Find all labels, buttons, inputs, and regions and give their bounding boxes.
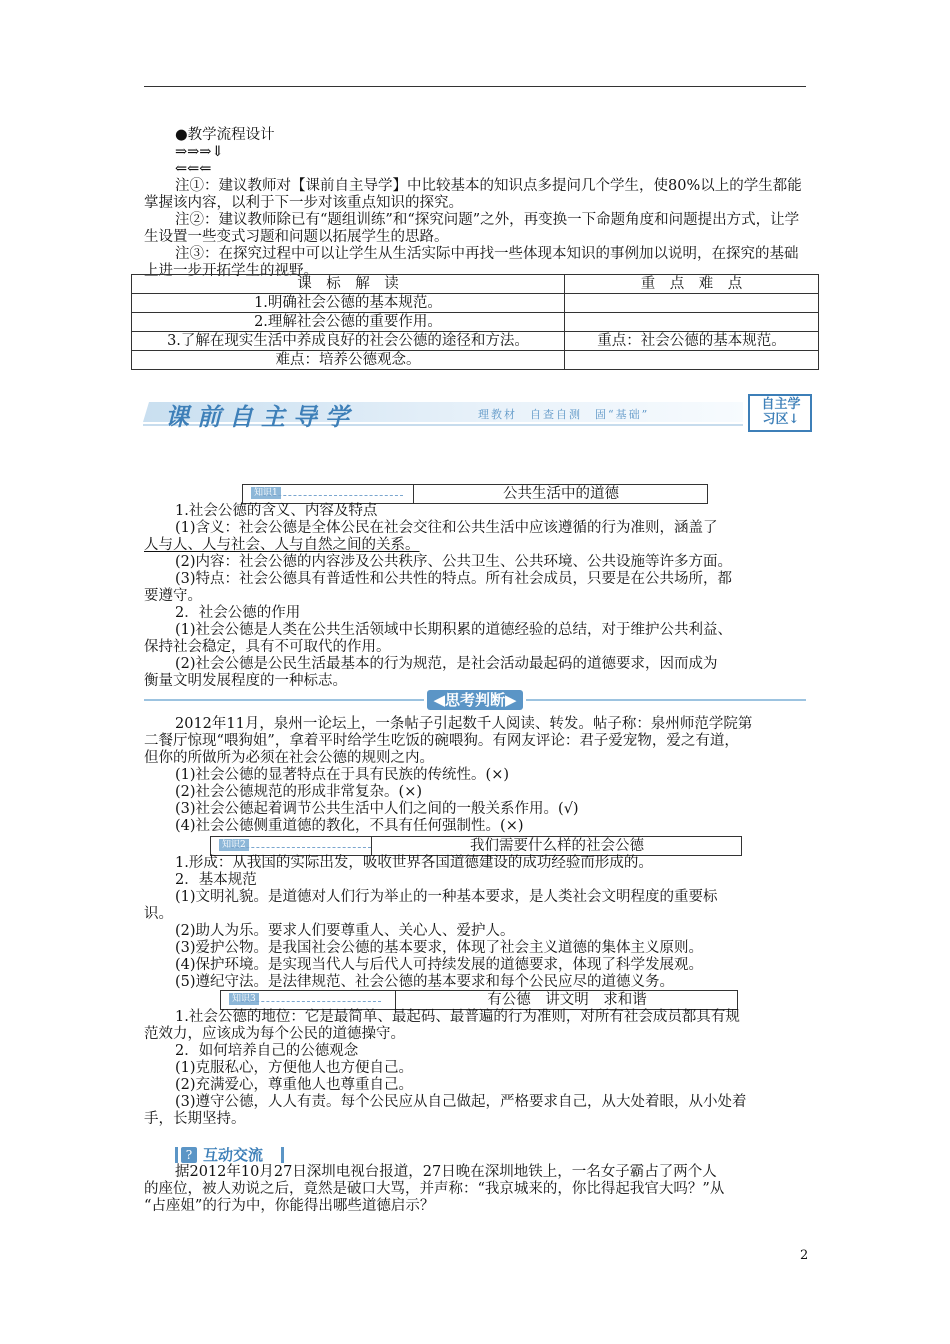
badge-line-1: 自主学 (761, 397, 801, 412)
flow-title: ●教学流程设计 (175, 127, 275, 143)
section1-header (242, 484, 708, 504)
note-1: 注①：建议教师对【课前自主导学】中比较基本的知识点多提问几个学生，使80%以上的学生都能掌握该内容，以利于下一步对该重点知识的探究。 (144, 178, 802, 211)
section1-tag-label: 知识1 (251, 487, 281, 499)
badge-line-2: 习区↓ (762, 412, 800, 427)
standards-table (131, 274, 819, 370)
s3-line: 2．如何培养自己的公德观念 (175, 1043, 359, 1059)
arrows-back: ⇐⇐⇐ (175, 161, 212, 177)
think-label-text: 思考判断 (444, 691, 505, 709)
section2-title: 我们需要什么样的社会公德 (371, 837, 742, 855)
note-2: 注②：建议教师除已有“题组训练”和“探究问题”之外，再变换一下命题角度和问题提出方式，让学生设置一些变式习题和问题以拓展学生的思路。 (144, 212, 800, 245)
table-row (132, 351, 819, 370)
section3-tag (221, 991, 381, 1009)
section2-tag (211, 837, 371, 855)
table-cell (565, 294, 819, 313)
think-item: (3)社会公德起着调节公共生活中人们之间的一般关系作用。(√) (175, 801, 579, 817)
section2-header (210, 836, 742, 856)
table-row (132, 313, 819, 332)
table-cell: 2.理解社会公德的重要作用。 (132, 313, 565, 332)
s2-line: (2)助人为乐。要求人们要尊重人、关心人、爱护人。 (175, 923, 515, 939)
table-header-row (132, 275, 819, 294)
s1-line: 衡量文明发展程度的一种标志。 (144, 673, 347, 689)
divider-right (526, 699, 806, 701)
think-intro: 但你的所做所为必须在社会公德的规则之内。 (144, 750, 434, 766)
think-intro: 二餐厅惊现“喂狗姐”，拿着平时给学生吃饭的碗喂狗。有网友评论：君子爱宠物，爱之有道， (144, 733, 739, 749)
think-judge-header (144, 690, 806, 710)
section3-header (220, 990, 738, 1010)
s1-line: 保持社会稳定，具有不可取代的作用。 (144, 639, 391, 655)
s2-line: 识。 (144, 906, 173, 922)
section3-tag-label: 知识3 (229, 993, 259, 1005)
divider-left (144, 699, 424, 701)
s1-line: (2)社会公德是公民生活最基本的行为规范，是社会活动最起码的道德要求，因而成为 (175, 656, 718, 672)
table-cell: 重点：社会公德的基本规范。 (565, 332, 819, 351)
s1-line: (1)社会公德是人类在公共生活领域中长期积累的道德经验的总结，对于维护公共利益、 (175, 622, 733, 638)
arrows-forward: ⇒⇒⇒⇓ (175, 144, 224, 160)
interact-header (175, 1145, 290, 1165)
interact-label: 互动交流 (203, 1146, 264, 1164)
banner-subtitle: 理教材 自查自测 固“基础” (478, 408, 650, 421)
s1-line: 人与人、人与社会、人与自然之间的关系。 (144, 537, 420, 553)
interact-line: 的座位，被人劝说之后，竟然是破口大骂，并声称：“我京城来的，你比得起我官大吗？”从 (144, 1181, 725, 1197)
s2-line: (4)保护环境。是实现当代人与后代人可持续发展的道德要求，体现了科学发展观。 (175, 957, 704, 973)
table-cell: 3.了解在现实生活中养成良好的社会公德的途径和方法。 (132, 332, 565, 351)
page-number: 2 (800, 1248, 809, 1263)
s2-line: (5)遵纪守法。是法律规范、社会公德的基本要求和每个公民应尽的道德义务。 (175, 974, 675, 990)
table-row (132, 294, 819, 313)
s2-line: 1.形成：从我国的实际出发，吸收世界各国道德建设的成功经验而形成的。 (175, 855, 653, 871)
think-item: (4)社会公德侧重道德的教化，不具有任何强制性。(×) (175, 818, 524, 834)
note-3: 注③：在探究过程中可以让学生从生活实际中再找一些体现本知识的事例加以说明，在探究的基础上进一步开拓学生的视野。 (144, 246, 799, 279)
interact-line: “占座姐”的行为中，你能得出哪些道德启示？ (144, 1198, 435, 1214)
banner-badge (753, 397, 809, 427)
s1-line: (3)特点：社会公德具有普适性和公共性的特点。所有社会成员，只要是在公共场所，都 (175, 571, 733, 587)
table-header-keypoints: 重 点 难 点 (565, 275, 819, 294)
arrow-icon (241, 1001, 381, 1002)
section-banner (143, 394, 813, 434)
s3-line: 1.社会公德的地位：它是最简单、最起码、最普遍的行为准则，对所有社会成员都具有规 (175, 1009, 740, 1025)
banner-title: 课前自主导学 (165, 402, 357, 431)
table-cell: 难点：培养公德观念。 (132, 351, 565, 370)
s3-line: (1)克服私心，方便他人也方便自己。 (175, 1060, 414, 1076)
bar-right (281, 1147, 284, 1163)
think-item: (1)社会公德的显著特点在于具有民族的传统性。(×) (175, 767, 510, 783)
s2-line: 2．基本规范 (175, 872, 257, 888)
table-header-standards: 课 标 解 读 (132, 275, 565, 294)
section1-title: 公共生活中的道德 (413, 485, 708, 503)
s1-line: (1)含义：社会公德是全体公民在社会交往和公共生活中应该遵循的行为准则，涵盖了 (175, 520, 718, 536)
think-item: (2)社会公德规范的形成非常复杂。(×) (175, 784, 423, 800)
header-rule (144, 86, 806, 87)
think-intro: 2012年11月，泉州一论坛上，一条帖子引起数千人阅读、转发。帖子称：泉州师范学院第 (175, 716, 753, 732)
s1-line: (2)内容：社会公德的内容涉及公共秩序、公共卫生、公共环境、公共设施等许多方面。 (175, 554, 733, 570)
s3-line: 范效力，应该成为每个公民的道德操守。 (144, 1026, 405, 1042)
table-cell (565, 313, 819, 332)
section1-tag (243, 485, 403, 503)
interact-line: 据2012年10月27日深圳电视台报道，27日晚在深圳地铁上，一名女子霸占了两个人 (175, 1164, 717, 1180)
arrow-icon (263, 495, 403, 496)
table-cell: 1.明确社会公德的基本规范。 (132, 294, 565, 313)
s1-line: 2．社会公德的作用 (175, 605, 301, 621)
s1-line: 1.社会公德的含义、内容及特点 (175, 503, 378, 519)
s3-line: (3)遵守公德，人人有责。每个公民应从自己做起，严格要求自己，从大处着眼，从小处着 (175, 1094, 747, 1110)
s1-line: 要遵守。 (144, 588, 202, 604)
s3-line: 手，长期坚持。 (144, 1111, 246, 1127)
s2-line: (1)文明礼貌。是道德对人们行为举止的一种基本要求，是人类社会文明程度的重要标 (175, 889, 718, 905)
bar-left (175, 1147, 178, 1163)
s3-line: (2)充满爱心，尊重他人也尊重自己。 (175, 1077, 414, 1093)
section3-title: 有公德 讲文明 求和谐 (395, 991, 738, 1009)
question-icon: ? (181, 1147, 197, 1163)
arrow-icon (231, 847, 371, 848)
think-judge-label: ◀思考判断▶ (427, 690, 523, 710)
s2-line: (3)爱护公物。是我国社会公德的基本要求，体现了社会主义道德的集体主义原则。 (175, 940, 704, 956)
table-cell (565, 351, 819, 370)
section2-tag-label: 知识2 (219, 839, 249, 851)
table-row (132, 332, 819, 351)
